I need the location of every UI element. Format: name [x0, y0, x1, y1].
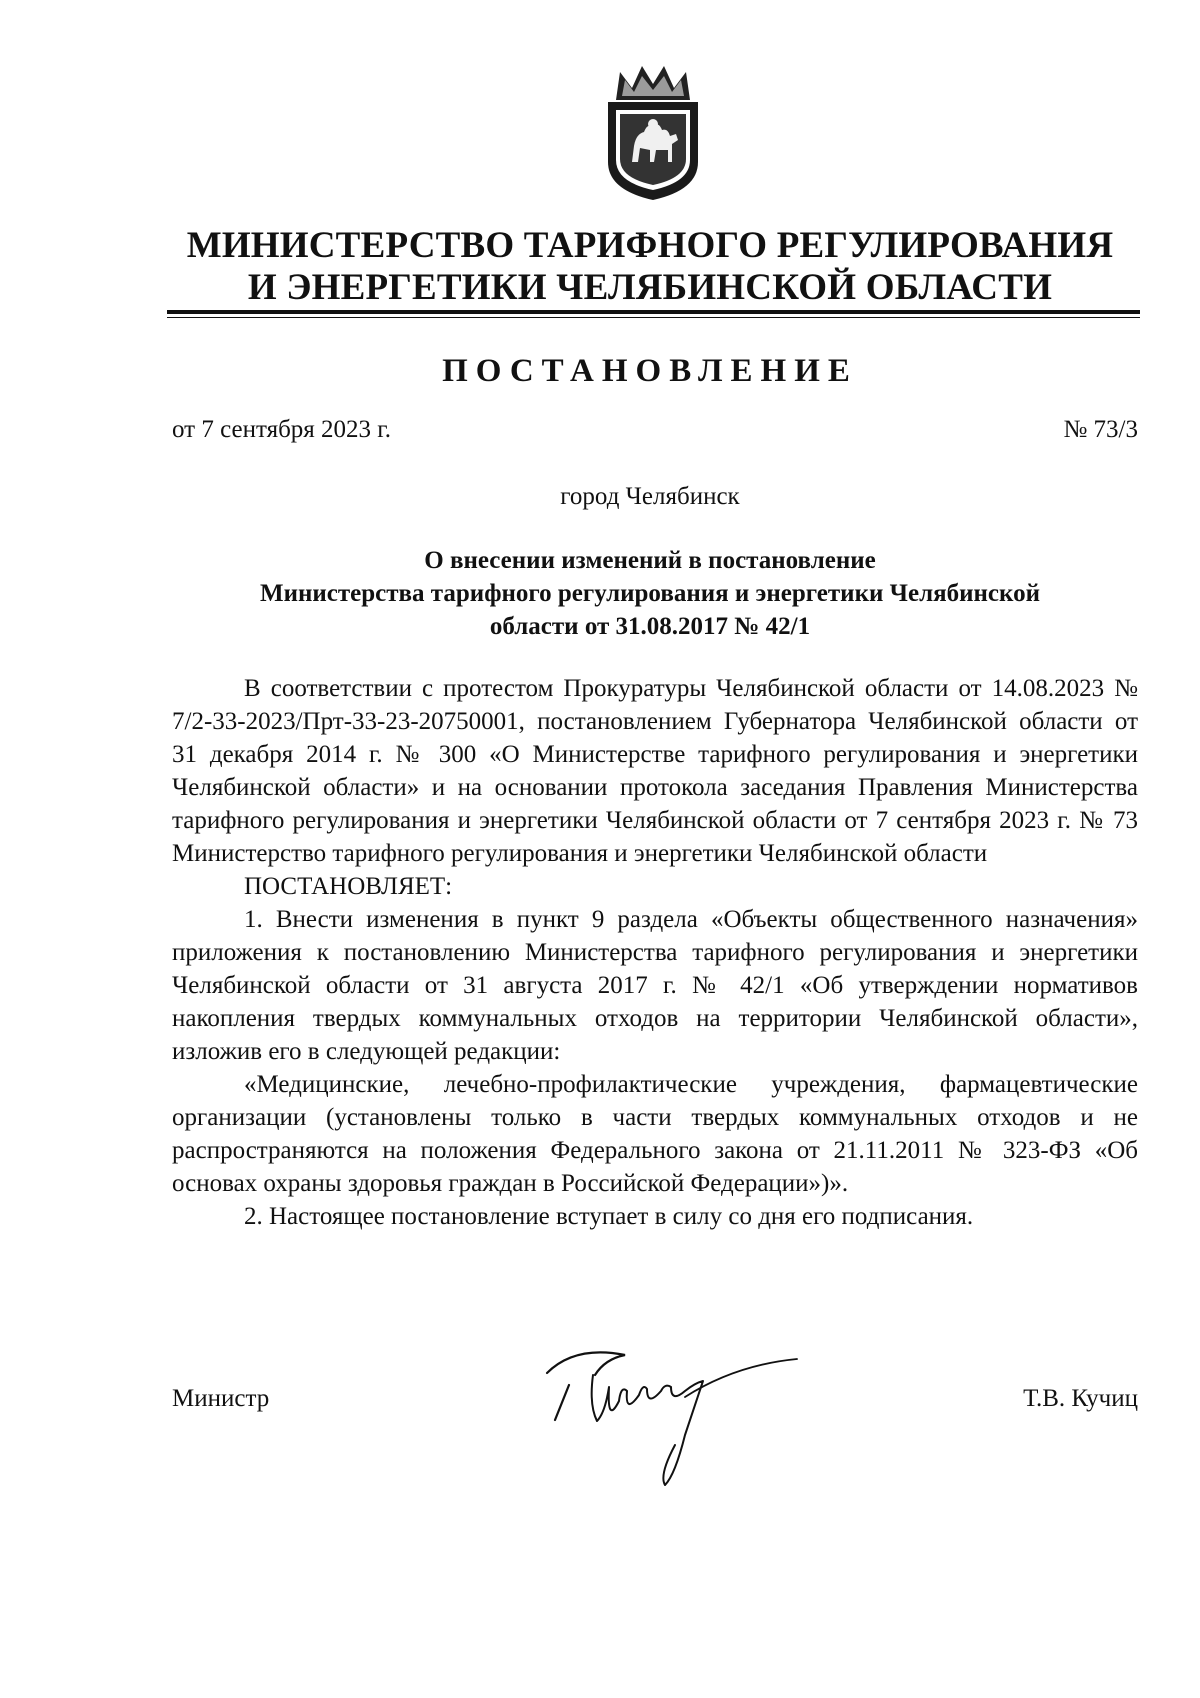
- signatory-name: Т.В. Кучиц: [1023, 1385, 1138, 1412]
- document-subject: [200, 544, 1100, 643]
- subject-line1: О внесении изменений в постановление: [424, 547, 876, 574]
- item-2-paragraph: 2. Настоящее постановление вступает в силу со дня его подписания.: [244, 1203, 974, 1230]
- document-body: [172, 672, 1138, 1233]
- document-city: город Челябинск: [560, 483, 740, 510]
- signatory-role: Министр: [172, 1385, 270, 1412]
- document-type: ПОСТАНОВЛЕНИЕ: [442, 353, 858, 389]
- header-divider-thin: [167, 317, 1140, 318]
- header-divider-thick: [167, 310, 1140, 314]
- item-1-quote-paragraph: «Медицинские, лечебно-профилактические учреждения, фармацевтические организации (установлены только в части твердых коммунальных отходов и не распространяются на положения Федерального закона от 21.11.2011 № 323-ФЗ «Об основах охраны здоровья граждан в Российской Федерации»)».: [172, 1071, 1138, 1197]
- resolves-paragraph: ПОСТАНОВЛЯЕТ:: [244, 873, 453, 900]
- handwritten-signature: [535, 1325, 815, 1505]
- preamble-paragraph: В соответствии с протестом Прокуратуры Челябинской области от 14.08.2023 № 7/2-33-2023/Прт-33-23-20750001, постановлением Губернатора Челябинской области от 31 декабря 2014 г. № 300 «О Министерстве тарифного регулирования и энергетики Челябинской области» и на основании протокола заседания Правления Министерства тарифного регулирования и энергетики Челябинской области от 7 сентября 2023 г. № 73 Министерство тарифного регулирования и энергетики Челябинской области: [172, 675, 1138, 867]
- subject-line2: Министерства тарифного регулирования и энергетики Челябинской: [259, 580, 1041, 607]
- item-1-paragraph: 1. Внести изменения в пункт 9 раздела «Объекты общественного назначения» приложения к постановлению Министерства тарифного регулирования и энергетики Челябинской области от 31 августа 2017 г. № 42/1 «Об утверждении нормативов накопления твердых коммунальных отходов на территории Челябинской области», изложив его в следующей редакции:: [172, 906, 1138, 1065]
- document-date: от 7 сентября 2023 г.: [172, 416, 391, 443]
- subject-line3: области от 31.08.2017 № 42/1: [489, 613, 811, 640]
- ministry-name-line2: И ЭНЕРГЕТИКИ ЧЕЛЯБИНСКОЙ ОБЛАСТИ: [247, 267, 1053, 308]
- coat-of-arms-icon: [598, 62, 708, 202]
- ministry-name: [160, 225, 1140, 309]
- document-number: № 73/3: [1063, 416, 1138, 443]
- ministry-name-line1: МИНИСТЕРСТВО ТАРИФНОГО РЕГУЛИРОВАНИЯ: [186, 225, 1114, 266]
